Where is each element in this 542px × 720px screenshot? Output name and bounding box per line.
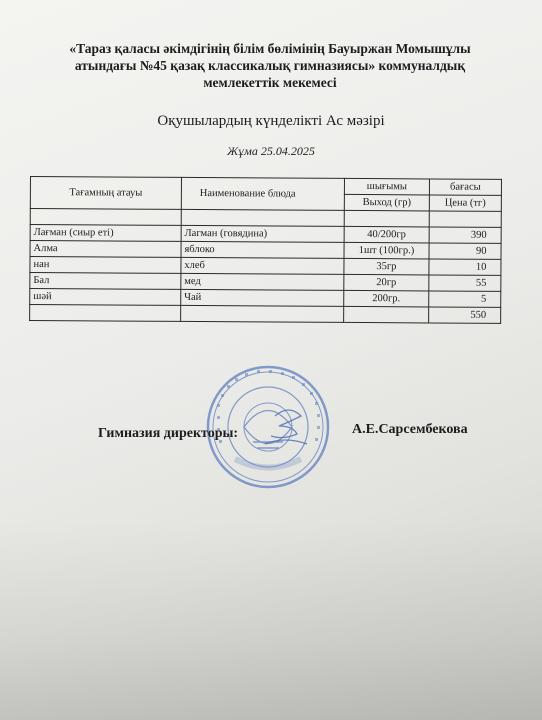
dish-price: 5 (429, 291, 501, 307)
header-price-kk: бағасы (429, 179, 501, 195)
dish-ru: Лагман (говядина) (181, 225, 344, 242)
institution-header (20, 40, 520, 91)
table-header-row (30, 177, 501, 196)
dish-yield: 35гр (344, 258, 429, 275)
dish-ru: яблоко (181, 241, 344, 258)
table-total-row (30, 305, 501, 324)
dish-price: 10 (429, 259, 501, 275)
page-shadow (0, 520, 542, 720)
dish-price: 390 (429, 227, 501, 243)
header-price-ru: Цена (тг) (429, 195, 501, 211)
dish-kk: Лағман (сиыр еті) (30, 225, 181, 242)
header-yield-kk: шығымы (344, 178, 429, 195)
header-ru-name: Наименование блюда (181, 177, 344, 210)
header-kk-name: Тағамның атауы (30, 177, 181, 210)
dish-price: 55 (429, 275, 501, 291)
header-yield-ru: Выход (гр) (344, 194, 429, 211)
dish-ru: хлеб (181, 257, 344, 274)
dish-ru: мед (181, 273, 344, 290)
menu-title: Оқушылардың күнделікті Ас мәзірі (157, 113, 385, 129)
director-name: А.Е.Сарсембекова (352, 422, 468, 437)
director-label: Гимназия директоры: (98, 426, 239, 441)
header-line-3: мемлекеттік мекемесі (203, 75, 337, 90)
dish-kk: нан (30, 257, 181, 274)
header-line-1: «Тараз қаласы әкімдігінің білім бөлімінің Бауыржан Момышұлы (69, 41, 471, 56)
dish-ru: Чай (181, 289, 344, 306)
dish-yield: 40/200гр (344, 226, 429, 243)
menu-date: Жұма 25.04.2025 (227, 144, 315, 158)
dish-price: 90 (429, 243, 501, 259)
dish-kk: Алма (30, 241, 181, 258)
dish-yield: 1шт (100гр.) (344, 242, 429, 259)
total-price: 550 (428, 307, 500, 323)
header-line-2: атындағы №45 қазақ классикалық гимназиясы» коммуналдық (74, 58, 466, 73)
menu-table (29, 176, 502, 324)
dish-yield: 200гр. (344, 290, 429, 307)
dish-kk: Бал (30, 273, 181, 290)
dish-yield: 20гр (344, 274, 429, 291)
dish-kk: шәй (30, 289, 181, 306)
